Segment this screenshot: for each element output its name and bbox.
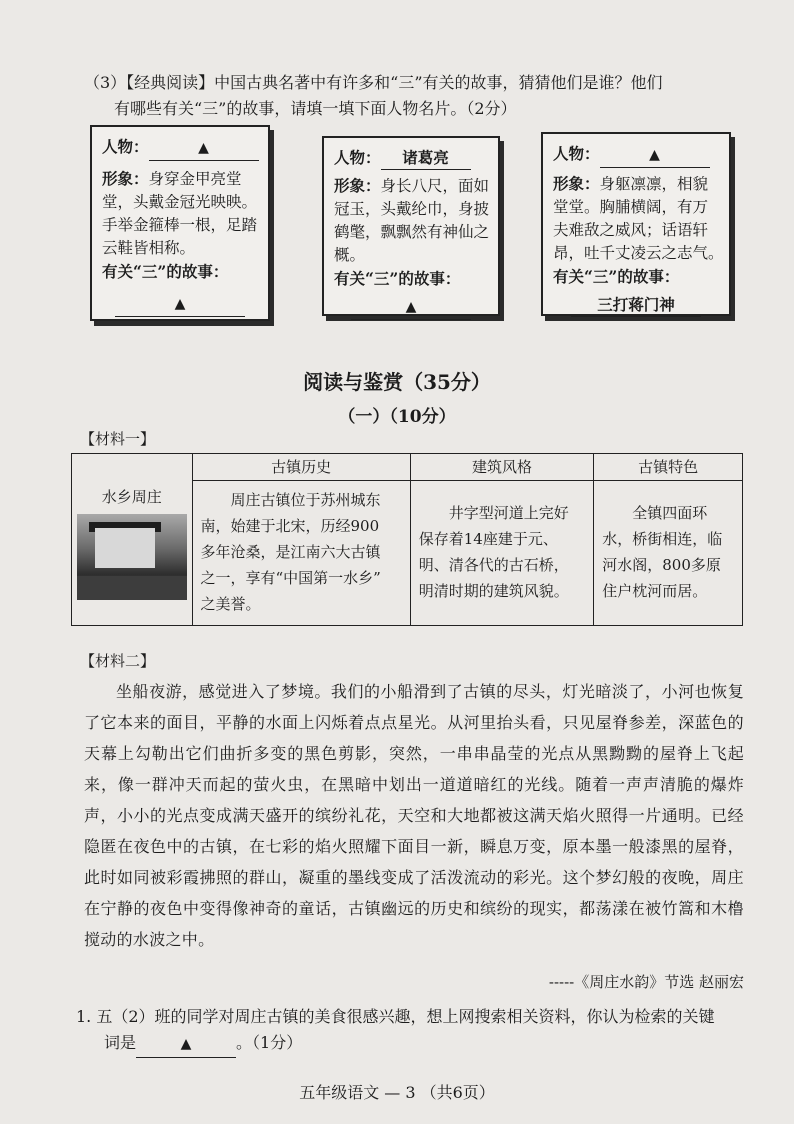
- keyword-answer-blank[interactable]: ▲: [136, 1031, 236, 1058]
- table-cell-architecture: [410, 481, 593, 626]
- card-image-text: 冠玉，头戴纶巾，身披: [334, 200, 490, 218]
- table-cell-history: [192, 481, 410, 626]
- name-card-3: [541, 132, 731, 316]
- material2-label: 【材料二】: [80, 652, 156, 670]
- card-image-text: 概。: [334, 246, 366, 264]
- card-image-label: 形象：: [102, 169, 149, 188]
- cell-line: 明清时期的建筑风貌。: [418, 582, 569, 600]
- table-cell-feature: [594, 481, 743, 626]
- card-image-text: 手举金箍棒一根，足踏: [102, 216, 258, 234]
- table-row-label-cell: [72, 454, 193, 626]
- card-image-text: 堂，头戴金冠光映映。: [102, 193, 258, 211]
- zhouzhuang-photo: [77, 514, 187, 600]
- card-image-text: 夫难敌之威风；话语轩: [553, 221, 709, 239]
- cell-line: 河水阁，800多原: [602, 556, 721, 574]
- cell-line: 多年沧桑，是江南六大古镇: [200, 543, 381, 561]
- card-image-text: 云鞋皆相称。: [102, 239, 196, 257]
- card-person-blank[interactable]: ▲: [149, 137, 259, 161]
- name-card-1: [90, 125, 270, 321]
- cell-line: 水，桥街相连，临: [602, 530, 723, 548]
- material2-source: -----《周庄水韵》节选 赵丽宏: [548, 973, 744, 991]
- cell-line: 保存着14座建于元、: [418, 530, 558, 548]
- question3-line2: 有哪些有关“三”的故事，请填一填下面人物名片。（2分）: [114, 99, 517, 118]
- card-image-text: 堂堂。胸脯横阔，有万: [553, 198, 709, 216]
- cell-line: 住户枕河而居。: [602, 582, 708, 600]
- section-title: 阅读与鉴赏（35分）: [303, 370, 491, 394]
- cell-line: 井字型河道上完好: [448, 504, 569, 522]
- material1-table: [71, 453, 743, 626]
- card-person-label: 人物：: [334, 148, 381, 167]
- card-image-text: 身穿金甲亮堂: [148, 170, 242, 188]
- table-header: 建筑风格: [410, 454, 593, 481]
- card-story-value: 三打蒋门神: [571, 293, 701, 317]
- card-person-label: 人物：: [102, 137, 149, 156]
- row-label: 水乡周庄: [101, 488, 162, 506]
- cell-line: 周庄古镇位于苏州城东: [230, 491, 381, 509]
- question1-prefix: 词是: [104, 1033, 137, 1052]
- question1-line2: [104, 1030, 302, 1058]
- card-story-label: 有关“三”的故事：: [553, 267, 680, 286]
- card-story-blank[interactable]: ▲: [351, 296, 471, 320]
- question1-suffix: 。（1分）: [236, 1033, 303, 1052]
- card-person-value: 诸葛亮: [381, 146, 471, 170]
- card-story-blank[interactable]: ▲: [115, 293, 245, 317]
- card-story-label: 有关“三”的故事：: [334, 269, 461, 288]
- page-footer: 五年级语文 — 3 （共6页）: [299, 1083, 495, 1102]
- cell-line: 明、清各代的古石桥，: [418, 556, 569, 574]
- question3-line1: （3）【经典阅读】中国古典名著中有许多和“三”有关的故事，猜猜他们是谁？他们: [84, 73, 663, 92]
- card-image-text: 昂，吐千丈凌云之志气。: [553, 244, 724, 262]
- name-card-2: [322, 136, 500, 316]
- cell-line: 之美誉。: [200, 595, 261, 613]
- card-image-label: 形象：: [553, 174, 600, 193]
- card-person-blank[interactable]: ▲: [600, 144, 710, 168]
- cell-line: 之一，享有“中国第一水乡”: [200, 569, 381, 587]
- card-image-label: 形象：: [334, 176, 381, 195]
- card-person-label: 人物：: [553, 144, 600, 163]
- material1-label: 【材料一】: [80, 430, 156, 448]
- table-header: 古镇特色: [594, 454, 743, 481]
- card-image-text: 身长八尺，面如: [380, 177, 490, 195]
- card-story-label: 有关“三”的故事：: [102, 262, 229, 281]
- question1-line1: 1. 五（2）班的同学对周庄古镇的美食很感兴趣，想上网搜索相关资料，你认为检索的关键: [76, 1007, 715, 1026]
- card-image-text: 身躯凛凛，相貌: [599, 175, 709, 193]
- cell-line: 南，始建于北宋，历经900: [200, 517, 380, 535]
- section-subtitle: （一）（10分）: [338, 407, 456, 427]
- cell-line: 全镇四面环: [632, 504, 708, 522]
- material2-paragraph: 坐船夜游，感觉进入了梦境。我们的小船滑到了古镇的尽头，灯光暗淡了，小河也恢复了它本来的面目，平静的水面上闪烁着点点星光。从河里抬头看，只见屋脊参差，深蓝色的天幕上勾勒出它们曲折多变的黑色剪影，突然，一串串晶莹的光点从黑黝黝的屋脊上飞起来，像一群冲天而起的萤火虫，在黑暗中划出一道道暗红的光线。随着一声声清脆的爆炸声，小小的光点变成满天盛开的缤纷礼花，天空和大地都被这满天焰火照得一片通明。已经隐匿在夜色中的古镇，在七彩的焰火照耀下面目一新，瞬息万变，原本墨一般漆黑的屋脊，此时如同被彩霞拂照的群山，凝重的墨线变成了活泼流动的彩光。这个梦幻般的夜晚，周庄在宁静的夜色中变得像神奇的童话，古镇幽远的历史和缤纷的现实，都荡漾在被竹篙和木橹搅动的水波之中。: [84, 682, 744, 949]
- table-header: 古镇历史: [192, 454, 410, 481]
- card-image-text: 鹤氅，飘飘然有神仙之: [334, 223, 490, 241]
